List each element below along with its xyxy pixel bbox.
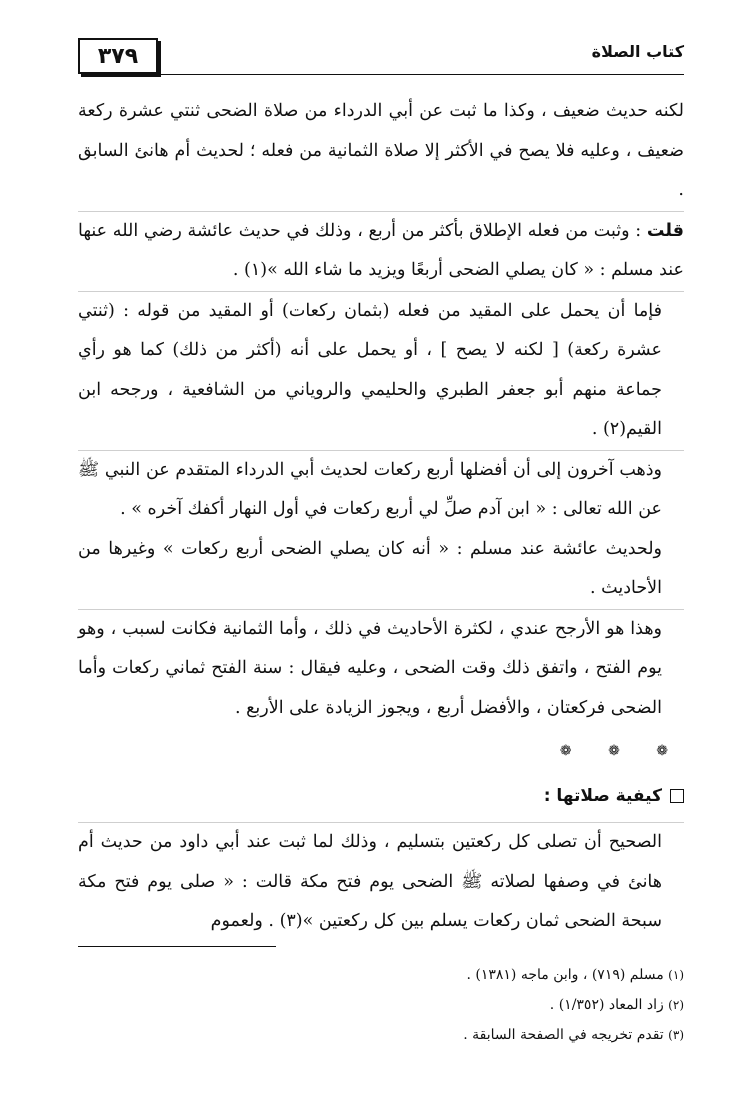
paragraph-2-text: : وثبت من فعله الإطلاق بأكثر من أربع ، وذلك في حديث عائشة رضي الله عنها عند مسلم : « كان يصلي الضحى أربعًا ويزيد ما شاء الله »(١) . (78, 220, 684, 280)
square-bullet-icon (670, 789, 684, 803)
page-number: ٣٧٩ (97, 43, 139, 69)
footnote-2 (84, 990, 684, 1020)
section-separator-ornament: ❁ ❁ ❁ (559, 743, 684, 759)
book-title: كتاب الصلاة (591, 42, 684, 61)
footnote-3 (84, 1020, 684, 1050)
page-number-box (78, 38, 158, 74)
footnote-text: زاد المعاد (١/٣٥٢) . (549, 997, 664, 1013)
paragraph-5: ولحديث عائشة عند مسلم : « أنه كان يصلي الضحى أربع ركعات » وغيرها من الأحاديث . (78, 538, 662, 598)
header-rule (156, 74, 684, 75)
footnote-1 (84, 960, 684, 990)
footnotes (84, 960, 684, 1050)
footnote-number: (٣) (668, 1028, 684, 1042)
footnote-number: (٢) (668, 998, 684, 1012)
paragraph-2 (78, 211, 684, 291)
footnote-text: تقدم تخريجه في الصفحة السابقة . (463, 1027, 664, 1043)
footnote-text: مسلم (٧١٩) ، وابن ماجه (١٣٨١) . (466, 967, 664, 983)
section-title: كيفية صلاتها : (543, 786, 662, 806)
footnote-number: (١) (668, 968, 684, 982)
paragraph-7: الصحيح أن تصلى كل ركعتين بتسليم ، وذلك لما ثبت عند أبي داود من حديث أم هانئ في وصفها لصلاته ﷺ الضحى يوم فتح مكة قالت : « صلى يوم فتح مكة سبحة الضحى ثمان ركعات يسلم بين كل ركعتين »(٣) . ولعموم (78, 822, 684, 942)
paragraph-4: وذهب آخرون إلى أن أفضلها أربع ركعات لحديث أبي الدرداء المتقدم عن النبي ﷺ عن الله تعالى : « ابن آدم صلِّ لي أربع ركعات في أول النهار أكفك آخره » . (78, 450, 684, 530)
paragraph-3: فإما أن يحمل على المقيد من فعله (بثمان ركعات) أو المقيد من قوله : (ثنتي عشرة ركعة) [ لكنه لا يصح ] ، أو يحمل على أنه (أكثر من ذلك) كما هو رأي جماعة منهم أبو جعفر الطبري والحليمي والروياني من الشافعية ، ورجحه ابن القيم(٢) . (78, 291, 684, 450)
paragraph-6: وهذا هو الأرجح عندي ، لكثرة الأحاديث في ذلك ، وأما الثمانية فكانت لسبب ، وهو يوم الفتح ، واتفق ذلك وقت الضحى ، وعليه فيقال : سنة الفتح ثماني ركعات وأما الضحى فركعتان ، والأفضل أربع ، ويجوز الزيادة على الأربع . (78, 609, 684, 729)
qult-label: قلت (646, 220, 684, 241)
main-text (78, 92, 684, 942)
paragraph-1: لكنه حديث ضعيف ، وكذا ما ثبت عن أبي الدرداء من صلاة الضحى ثنتي عشرة ركعة ضعيف ، وعليه فلا يصح في الأكثر إلا صلاة الثمانية من فعله ؛ لحديث أم هانئ السابق . (78, 101, 684, 200)
page-header (78, 38, 684, 78)
footnote-rule (78, 946, 276, 947)
section-heading (78, 776, 684, 816)
